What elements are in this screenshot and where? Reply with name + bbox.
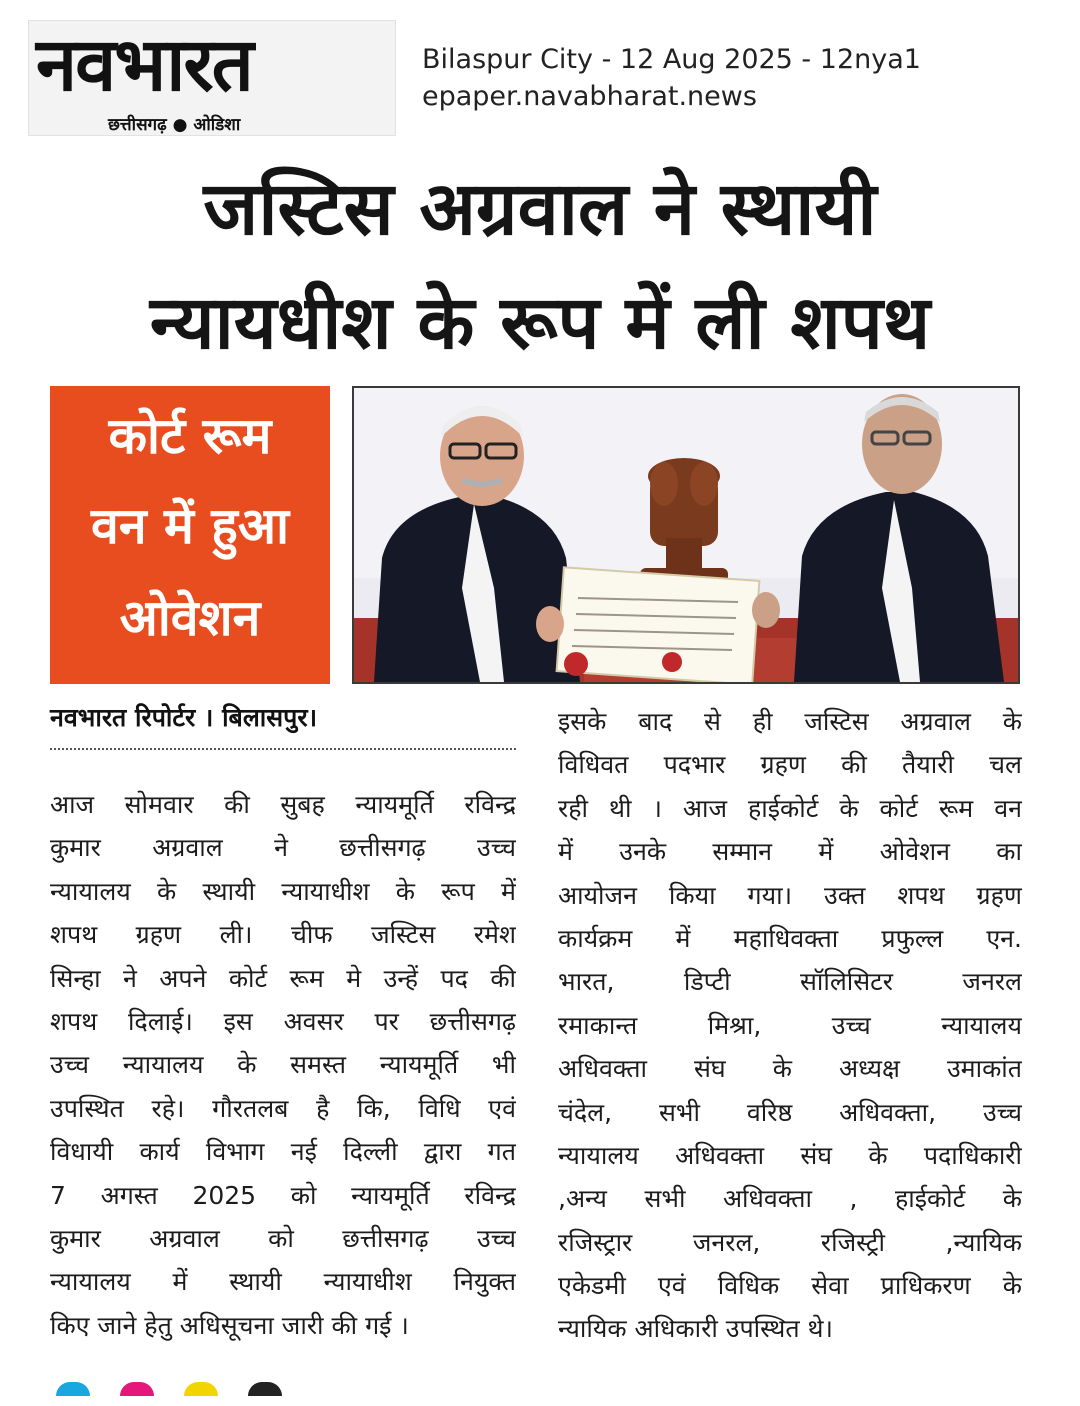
highlight-line-2: वन में हुआ xyxy=(91,497,289,555)
article-line: अधिवक्ता संघ के अध्यक्ष उमाकांत xyxy=(558,1054,1022,1084)
article-line: उपस्थित रहे। गौरतलब है कि, विधि एवं xyxy=(50,1093,516,1123)
article-line: एकेडमी एवं विधिक सेवा प्राधिकरण के xyxy=(558,1271,1022,1301)
article-line: शपथ दिलाई। इस अवसर पर छत्तीसगढ़ xyxy=(50,1006,516,1036)
byline-divider xyxy=(50,748,516,750)
article-line: आज सोमवार की सुबह न्यायमूर्ति रविन्द्र xyxy=(50,790,516,819)
highlight-line-1: कोर्ट रूम xyxy=(108,407,272,465)
article-line: विधायी कार्य विभाग नई दिल्ली द्वारा गत xyxy=(50,1137,516,1167)
edition-info: Bilaspur City - 12 Aug 2025 - 12nya1 xyxy=(422,44,921,75)
article-column-left xyxy=(50,783,516,1347)
registration-mark-cyan xyxy=(56,1382,90,1396)
registration-mark-magenta xyxy=(120,1382,154,1396)
article-line: आयोजन किया गया। उक्त शपथ ग्रहण xyxy=(558,880,1022,910)
article-line: भारत, डिप्टी सॉलिसिटर जनरल xyxy=(558,967,1022,997)
article-line: न्यायिक अधिकारी उपस्थित थे। xyxy=(558,1314,833,1344)
article-line: किए जाने हेतु अधिसूचना जारी की गई । xyxy=(50,1310,409,1340)
highlight-box xyxy=(50,386,330,684)
registration-mark-yellow xyxy=(184,1382,218,1396)
article-line: 7 अगस्त 2025 को न्यायमूर्ति रविन्द्र xyxy=(50,1180,516,1210)
newspaper-logo: नवभारत xyxy=(36,22,252,108)
article-line: न्यायालय के स्थायी न्यायाधीश के रूप में xyxy=(50,876,516,906)
article-column-right xyxy=(558,700,1022,1351)
article-line: रजिस्ट्रार जनरल, रजिस्ट्री ,न्यायिक xyxy=(558,1227,1022,1257)
registration-mark-black xyxy=(248,1382,282,1396)
article-line: चंदेल, सभी वरिष्ठ अधिवक्ता, उच्च xyxy=(558,1097,1022,1127)
article-line: रही थी । आज हाईकोर्ट के कोर्ट रूम वन xyxy=(558,793,1022,823)
website-link[interactable]: epaper.navabharat.news xyxy=(422,81,757,112)
article-line: न्यायालय में स्थायी न्यायाधीश नियुक्त xyxy=(50,1267,516,1297)
article-line: कार्यक्रम में महाधिवक्ता प्रफुल्ल एन. xyxy=(558,923,1022,953)
highlight-line-3: ओवेशन xyxy=(119,589,261,647)
article-line: में उनके सम्मान में ओवेशन का xyxy=(558,837,1022,867)
byline: नवभारत रिपोर्टर । बिलासपुर। xyxy=(50,703,318,732)
article-line: शपथ ग्रहण ली। चीफ जस्टिस रमेश xyxy=(50,920,516,950)
article-line: ,अन्य सभी अधिवक्ता , हाईकोर्ट के xyxy=(558,1184,1022,1214)
registration-marks xyxy=(56,1382,296,1398)
oath-certificate xyxy=(536,567,780,682)
article-line: कुमार अग्रवाल को छत्तीसगढ़ उच्च xyxy=(50,1223,516,1253)
ceremony-photo xyxy=(352,386,1020,684)
article-line: उच्च न्यायालय के समस्त न्यायमूर्ति भी xyxy=(50,1050,516,1080)
article-line: विधिवत पदभार ग्रहण की तैयारी चल xyxy=(558,750,1022,780)
headline-line-2: न्यायधीश के रूप में ली शपथ xyxy=(149,280,931,366)
article-line: रमाकान्त मिश्रा, उच्च न्यायालय xyxy=(558,1010,1022,1040)
article-line: कुमार अग्रवाल ने छत्तीसगढ़ उच्च xyxy=(50,833,516,863)
emblem-icon xyxy=(640,458,728,588)
article-line: इसके बाद से ही जस्टिस अग्रवाल के xyxy=(558,707,1022,736)
article-line: सिन्हा ने अपने कोर्ट रूम मे उन्हें पद की xyxy=(50,963,516,993)
newspaper-logo-subtitle: छत्तीसगढ़ ● ओडिशा xyxy=(108,115,241,135)
article-line: न्यायालय अधिवक्ता संघ के पदाधिकारी xyxy=(558,1140,1022,1170)
headline-line-1: जस्टिस अग्रवाल ने स्थायी xyxy=(203,166,877,252)
ceremony-photo-illustration xyxy=(354,388,1018,682)
